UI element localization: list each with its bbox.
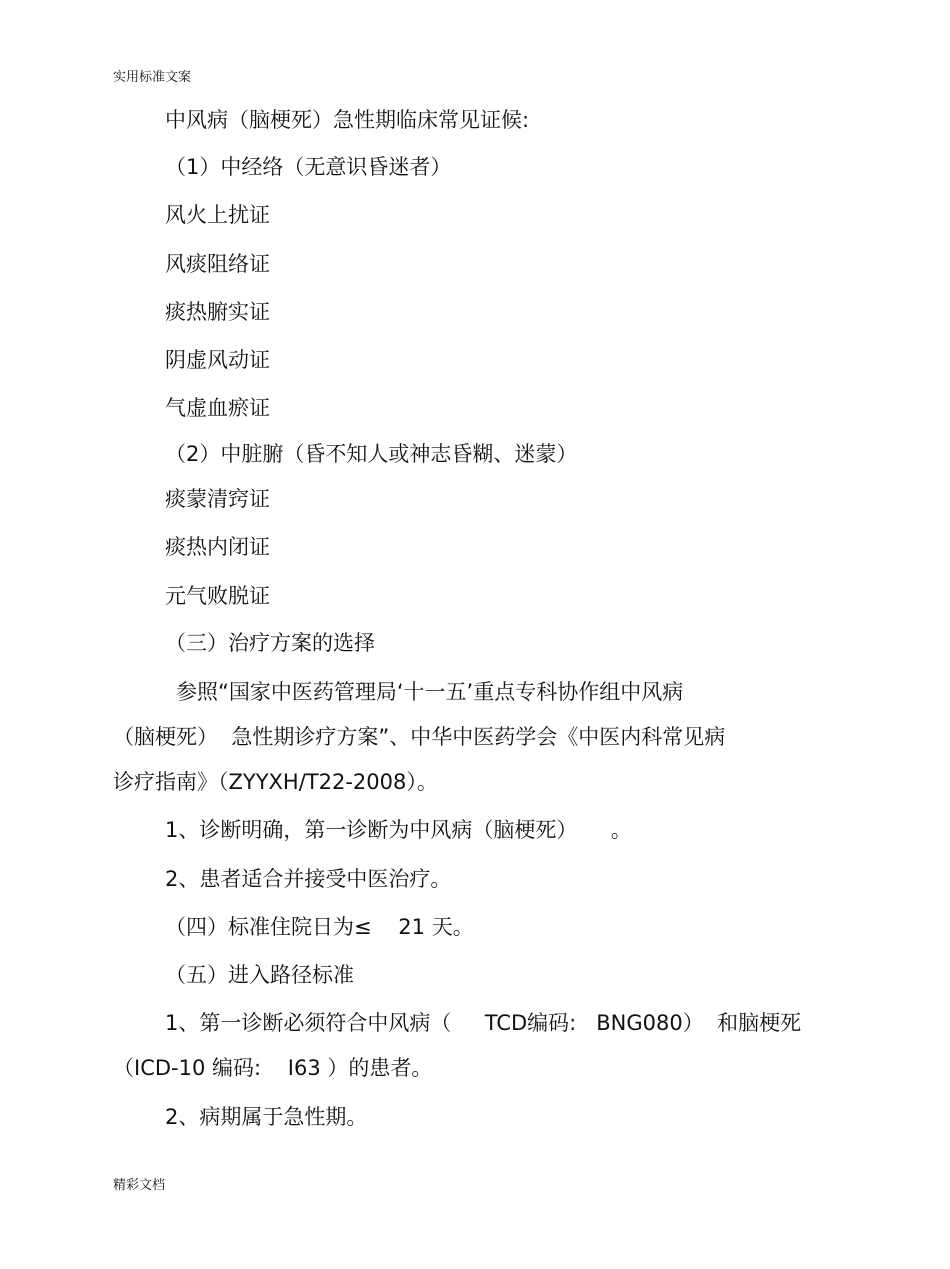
page-header: 实用标准文案 (113, 70, 192, 85)
text-line: （2）中脏腑（昏不知人或神志昏糊、迷蒙） (165, 442, 578, 466)
text-line: （1）中经络（无意识昏迷者） (165, 155, 452, 179)
section-heading: （四）标准住院日为≤ 21 天。 (165, 915, 474, 939)
text-line: 阴虚风动证 (165, 348, 270, 372)
text-line: 风火上扰证 (165, 203, 270, 227)
text-line: 痰蒙清窍证 (165, 487, 270, 511)
text-line: 参照“国家中医药管理局‘十一五’重点专科协作组中风病 (176, 680, 684, 704)
text-line: 1、第一诊断必须符合中风病（ TCD编码: BNG080） 和脑梗死 (165, 1011, 802, 1035)
section-heading: （五）进入路径标准 (165, 963, 354, 987)
text-line: 风痰阻络证 (165, 252, 270, 276)
text-line: 2、病期属于急性期。 (165, 1105, 368, 1129)
text-line: （ICD-10 编码: I63 ）的患者。 (113, 1056, 433, 1080)
text-line: 诊疗指南》（ZYYXH/T22-2008）。 (113, 770, 438, 794)
text-line: （脑梗死） 急性期诊疗方案”、中华中医药学会《中医内科常见病 (113, 725, 726, 749)
text-line: 2、患者适合并接受中医治疗。 (165, 867, 452, 891)
text-line: 中风病（脑梗死）急性期临床常见证候: (165, 108, 530, 132)
text-line: 气虚血瘀证 (165, 396, 270, 420)
text-line: 痰热腑实证 (165, 300, 270, 324)
text-line: 1、诊断明确，第一诊断为中风病（脑梗死） 。 (165, 818, 632, 842)
text-line: 元气败脱证 (165, 584, 270, 608)
text-line: 痰热内闭证 (165, 535, 270, 559)
page-footer: 精彩文档 (113, 1178, 166, 1193)
section-heading: （三）治疗方案的选择 (165, 631, 375, 655)
